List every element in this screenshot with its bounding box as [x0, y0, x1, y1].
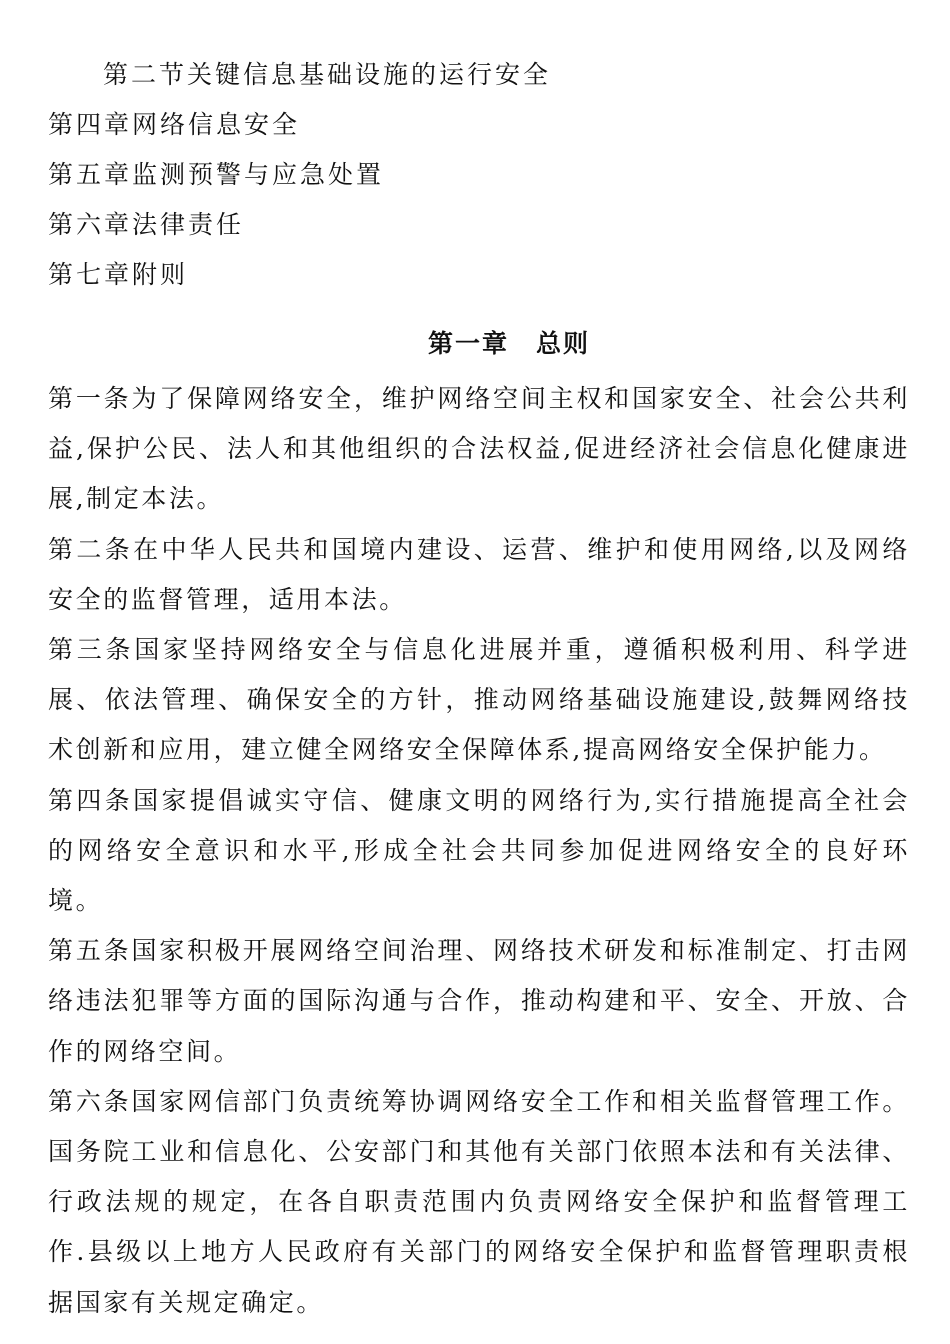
toc-line-chapter-6: 第六章法律责任: [48, 210, 245, 239]
toc-line-chapter-4: 第四章网络信息安全: [48, 110, 301, 139]
toc-line-section-2: 第二节关键信息基础设施的运行安全: [103, 60, 552, 89]
toc-line-chapter-7: 第七章附则: [48, 260, 189, 289]
article-5: 第五条国家积极开展网络空间治理、网络技术研发和标准制定、打击网络违法犯罪等方面的国际沟通与合作，推动构建和平、安全、开放、合作的网络空间。: [48, 936, 910, 1066]
article-2: 第二条在中华人民共和国境内建设、运营、维护和使用网络,以及网络安全的监督管理，适用本法。: [48, 534, 910, 614]
article-4: 第四条国家提倡诚实守信、健康文明的网络行为,实行措施提高全社会的网络安全意识和水平,形成全社会共同参加促进网络安全的良好环境。: [48, 785, 910, 916]
article-1: 第一条为了保障网络安全，维护网络空间主权和国家安全、社会公共利益,保护公民、法人和其他组织的合法权益,促进经济社会信息化健康进展,制定本法。: [48, 384, 910, 514]
article-6: 第六条国家网信部门负责统筹协调网络安全工作和相关监督管理工作。国务院工业和信息化、公安部门和其他有关部门依照本法和有关法律、行政法规的规定，在各自职责范围内负责网络安全保护和监督管理工作.县级以上地方人民政府有关部门的网络安全保护和监督管理职责根据国家有关规定确定。: [48, 1086, 910, 1317]
article-3: 第三条国家坚持网络安全与信息化进展并重，遵循积极利用、科学进展、依法管理、确保安全的方针，推动网络基础设施建设,鼓舞网络技术创新和应用，建立健全网络安全保障体系,提高网络安全保护能力。: [48, 635, 910, 765]
toc-line-chapter-5: 第五章监测预警与应急处置: [48, 160, 385, 189]
chapter-title: 第一章 总则: [427, 329, 590, 358]
